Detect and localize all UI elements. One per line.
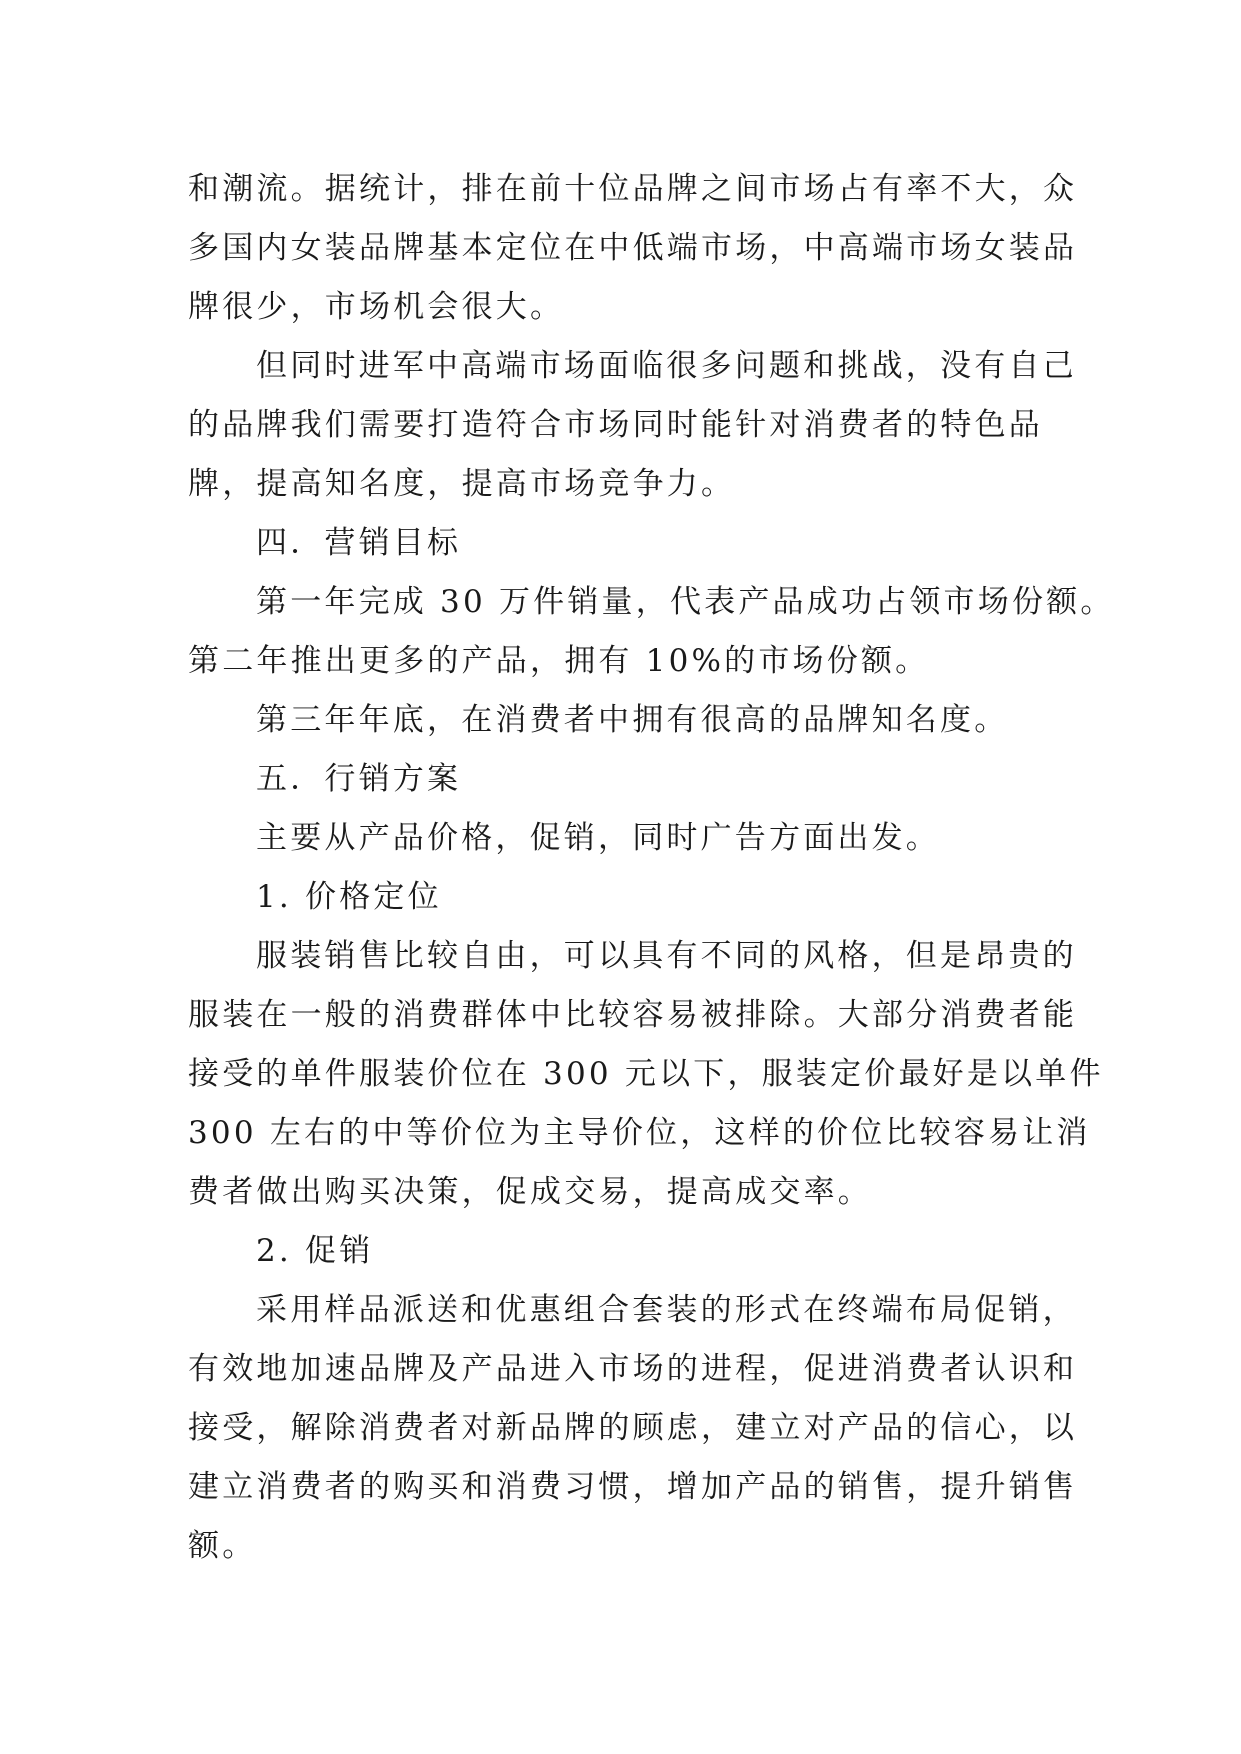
text-line: 300 左右的中等价位为主导价位，这样的价位比较容易让消 xyxy=(188,1115,1091,1151)
subheading-pricing: 1. 价格定位 xyxy=(256,879,442,915)
text-line: 接受，解除消费者对新品牌的顾虑，建立对产品的信心，以 xyxy=(188,1410,1078,1446)
text-line: 和潮流。据统计，排在前十位品牌之间市场占有率不大，众 xyxy=(188,171,1078,207)
text-line: 有效地加速品牌及产品进入市场的进程，促进消费者认识和 xyxy=(188,1351,1078,1387)
section-heading-marketing-goals: 四．营销目标 xyxy=(256,525,462,561)
text-line: 牌很少，市场机会很大。 xyxy=(188,289,565,325)
paragraph-start-line: 但同时进军中高端市场面临很多问题和挑战，没有自己 xyxy=(256,348,1077,384)
section-heading-marketing-plan: 五．行销方案 xyxy=(256,761,462,797)
text-line: 额。 xyxy=(188,1528,257,1564)
subheading-promotion: 2. 促销 xyxy=(256,1233,374,1269)
paragraph-start-line: 服装销售比较自由，可以具有不同的风格，但是昂贵的 xyxy=(256,938,1077,974)
body-text xyxy=(188,160,1115,1576)
text-line: 服装在一般的消费群体中比较容易被排除。大部分消费者能 xyxy=(188,997,1078,1033)
text-line: 建立消费者的购买和消费习惯，增加产品的销售，提升销售 xyxy=(188,1469,1078,1505)
paragraph-start-line: 采用样品派送和优惠组合套装的形式在终端布局促销， xyxy=(256,1292,1077,1328)
text-line: 牌，提高知名度，提高市场竞争力。 xyxy=(188,466,736,502)
paragraph-start-line: 第三年年底，在消费者中拥有很高的品牌知名度。 xyxy=(256,702,1009,738)
text-line: 接受的单件服装价位在 300 元以下，服装定价最好是以单件 xyxy=(188,1056,1104,1092)
paragraph-start-line: 主要从产品价格，促销，同时广告方面出发。 xyxy=(256,820,940,856)
text-line: 的品牌我们需要打造符合市场同时能针对消费者的特色品 xyxy=(188,407,1043,443)
text-line: 第二年推出更多的产品，拥有 10%的市场份额。 xyxy=(188,643,930,679)
paragraph-start-line: 第一年完成 30 万件销量，代表产品成功占领市场份额。 xyxy=(256,584,1115,620)
text-line: 费者做出购买决策，促成交易，提高成交率。 xyxy=(188,1174,872,1210)
text-line: 多国内女装品牌基本定位在中低端市场，中高端市场女装品 xyxy=(188,230,1078,266)
